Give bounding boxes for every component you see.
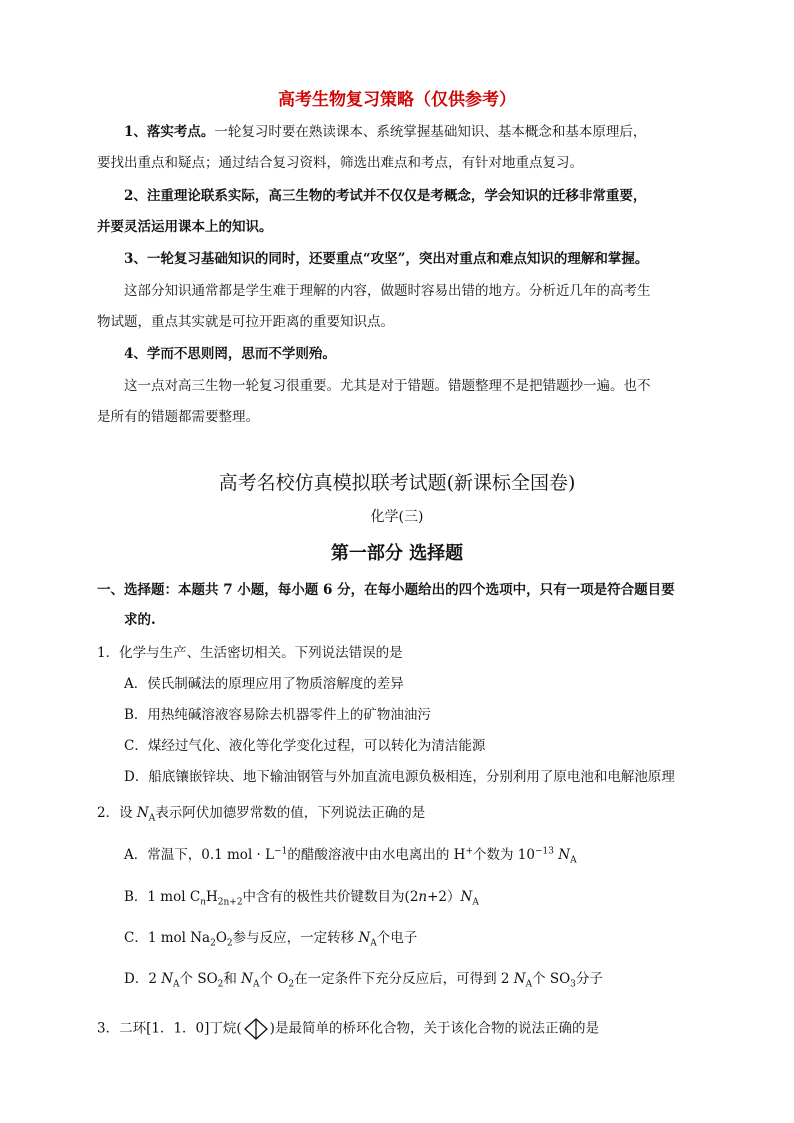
guide-p4-line3: 是所有的错题都需要整理。 xyxy=(97,409,259,425)
guide-p2-line2: 并要灵活运用课本上的知识。 xyxy=(97,219,273,235)
guide-p2-line1: 2、注重理论联系实际，高三生物的考试并不仅仅是考概念，学会知识的迁移非常重要， xyxy=(124,188,647,204)
q3-stem: 3．二环[1．1．0]丁烷( )是最简单的桥环化合物，关于该化合物的说法正确的是 xyxy=(97,1017,599,1041)
q1-option-a: A．侯氏制碱法的原理应用了物质溶解度的差异 xyxy=(124,676,404,692)
guide-p1-heading: 1、落实考点。 xyxy=(124,124,215,140)
guide-p4-line2: 这一点对高三生物一轮复习很重要。尤其是对于错题。错题整理不是把错题抄一遍。也不 xyxy=(124,378,651,394)
guide-title: 高考生物复习策略（仅供参考） xyxy=(278,90,516,110)
q2-option-b: B．1 mol $C_nH_{2n+2}$中含有的极性共价键数目为$(2n+2)N_A$ xyxy=(124,889,479,908)
section-instructions-line1: 一、选择题：本题共 7 小题，每小题 6 分，在每小题给出的四个选项中，只有一项是符合题目要 xyxy=(97,582,675,598)
q1-option-d: D．船底镶嵌锌块、地下输油钢管与外加直流电源负极相连，分别利用了原电池和电解池原理 xyxy=(124,769,675,785)
q1-stem: 1．化学与生产、生活密切相关。下列说法错误的是 xyxy=(97,645,403,661)
guide-p1-line1 xyxy=(124,126,646,140)
guide-p1-line2: 要找出重点和疑点；通过结合复习资料，筛选出难点和考点，有针对地重点复习。 xyxy=(97,155,583,171)
q1-option-b: B．用热纯碱溶液容易除去机器零件上的矿物油油污 xyxy=(124,707,431,723)
guide-p3-line1: 3、一轮复习基础知识的同时，还要重点“攻坚”，突出对重点和难点知识的理解和掌握。 xyxy=(124,251,649,267)
guide-p3-line3: 物试题，重点其实就是可拉开距离的重要知识点。 xyxy=(97,314,394,330)
q2-stem: 2．设 $N_A$表示阿伏加德罗常数的值，下列说法正确的是 xyxy=(97,805,426,824)
guide-p3-line2: 这部分知识通常都是学生难于理解的内容，做题时容易出错的地方。分析近几年的高考生 xyxy=(124,283,651,299)
section-instructions-line2: 求的. xyxy=(124,612,156,628)
part-title: 第一部分 选择题 xyxy=(330,543,464,564)
exam-title: 高考名校仿真模拟联考试题(新课标全国卷) xyxy=(218,472,576,494)
q2-option-a: A．常温下，0.1 mol · $L^{-1}$的醋酸溶液中由水电离出的 H+个数为 $10^{-13}$ $N_A$ xyxy=(124,846,577,866)
bicyclobutane-structure-icon xyxy=(242,1017,270,1041)
q1-option-c: C．煤经过气化、液化等化学变化过程，可以转化为清洁能源 xyxy=(124,738,486,754)
q2-option-d: D．2 $N_A$个 $SO_2$和 $N_A$个 $O_2$在一定条件下充分反应后，可得到 2 $N_A$个 $SO_3$分子 xyxy=(124,971,603,990)
q2-option-c: C．1 mol $Na_2O_2$参与反应，一定转移 $N_A$个电子 xyxy=(124,930,418,949)
guide-p1-text: 一轮复习时要在熟读课本、系统掌握基础知识、基本概念和基本原理后， xyxy=(214,124,647,140)
exam-subject: 化学(三) xyxy=(370,509,424,525)
guide-p4-line1: 4、学而不思则罔，思而不学则殆。 xyxy=(124,346,336,362)
